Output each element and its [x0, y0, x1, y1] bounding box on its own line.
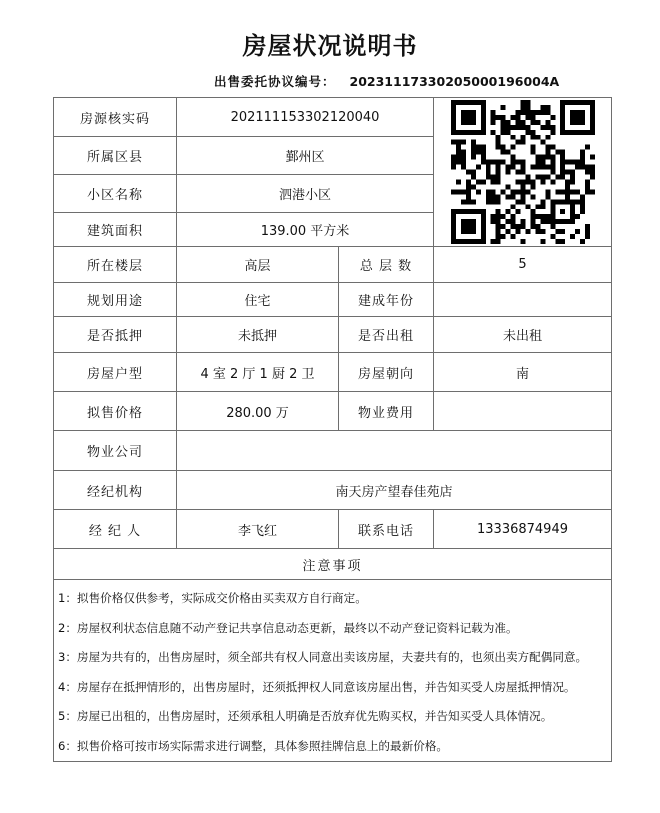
total-floors-label: 总 层 数: [339, 247, 434, 283]
mortgage-label: 是否抵押: [54, 317, 177, 353]
build-year-value: [434, 283, 612, 317]
usage-value: 住宅: [177, 283, 339, 317]
qr-code-icon[interactable]: [451, 100, 595, 244]
orientation-label: 房屋朝向: [339, 353, 434, 392]
notice-list: [54, 580, 612, 762]
property-fee-label: 物业费用: [339, 392, 434, 431]
build-year-label: 建成年份: [339, 283, 434, 317]
notice-heading: 注意事项: [54, 549, 612, 580]
floor-level-label: 所在楼层: [54, 247, 177, 283]
total-floors-value: 5: [434, 247, 612, 283]
contract-number-label: 出售委托协议编号：: [214, 74, 336, 89]
page-title: 房屋状况说明书: [242, 31, 418, 60]
property-company-label: 物业公司: [54, 431, 177, 471]
district-value: 鄞州区: [177, 137, 434, 175]
district-label: 所属区县: [54, 137, 177, 175]
qr-code-cell: [434, 98, 612, 247]
notice-item: 3：房屋为共有的，出售房屋时，须全部共有权人同意出卖该房屋，夫妻共有的，也须出卖方配偶同意。: [58, 650, 588, 664]
house-info-table: [53, 97, 612, 762]
property-fee-value: [434, 392, 612, 431]
notice-item: 5：房屋已出租的，出售房屋时，还须承租人明确是否放弃优先购买权，并告知买受人具体情况。: [58, 709, 553, 723]
notice-item: 6：拟售价格可按市场实际需求进行调整，具体参照挂牌信息上的最新价格。: [58, 738, 448, 753]
source-code-value: 202111153302120040: [177, 98, 434, 137]
contract-number-value: 20231117330205000196004A: [349, 74, 560, 89]
area-label: 建筑面积: [54, 213, 177, 247]
notice-item: 4：房屋存在抵押情形的，出售房屋时，还须抵押权人同意该房屋出售，并告知买受人房屋抵押情况。: [58, 679, 576, 694]
community-label: 小区名称: [54, 175, 177, 213]
floor-level-value: 高层: [177, 247, 339, 283]
property-company-value: [177, 431, 612, 471]
price-label: 拟售价格: [54, 392, 177, 431]
mortgage-value: 未抵押: [177, 317, 339, 353]
notice-item: 1：拟售价格仅供参考，实际成交价格由买卖双方自行商定。: [58, 591, 367, 605]
usage-label: 规划用途: [54, 283, 177, 317]
source-code-label: 房源核实码: [54, 98, 177, 137]
agency-label: 经纪机构: [54, 471, 177, 510]
rented-label: 是否出租: [339, 317, 434, 353]
notice-item: 2：房屋权利状态信息随不动产登记共享信息动态更新，最终以不动产登记资料记载为准。: [58, 620, 518, 635]
contract-number-line: [214, 72, 559, 90]
price-value: 280.00 万: [177, 392, 339, 431]
layout-label: 房屋户型: [54, 353, 177, 392]
agent-label: 经 纪 人: [54, 510, 177, 549]
phone-label: 联系电话: [339, 510, 434, 549]
area-value: 139.00 平方米: [177, 213, 434, 247]
agency-value: 南天房产望春佳苑店: [177, 471, 612, 510]
phone-value: 13336874949: [434, 510, 612, 549]
agent-value: 李飞红: [177, 510, 339, 549]
rented-value: 未出租: [434, 317, 612, 353]
layout-value: 4 室 2 厅 1 厨 2 卫: [177, 353, 339, 392]
orientation-value: 南: [434, 353, 612, 392]
community-value: 泗港小区: [177, 175, 434, 213]
